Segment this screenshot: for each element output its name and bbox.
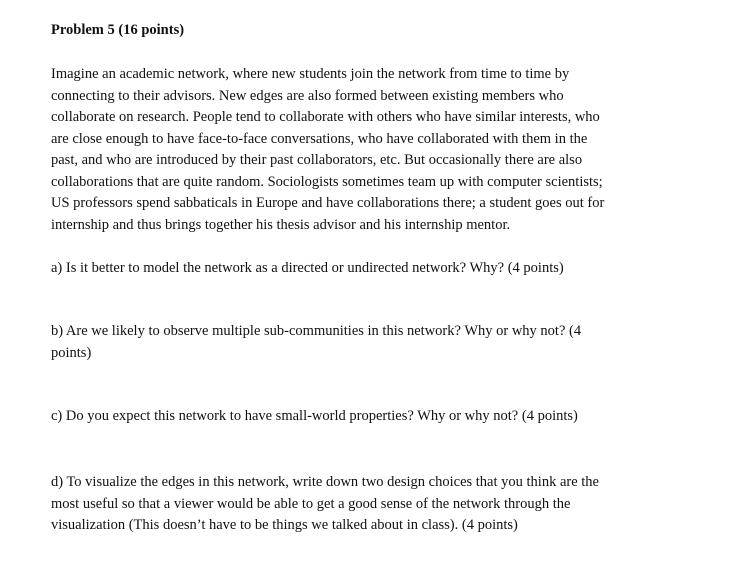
intro-line: connecting to their advisors. New edges are also formed between existing members who (51, 87, 564, 104)
intro-line: are close enough to have face-to-face conversations, who have collaborated with them in the (51, 130, 588, 147)
question-a-line: a) Is it better to model the network as a directed or undirected network? Why? (4 points) (51, 260, 564, 276)
problem-intro-paragraph (51, 64, 711, 236)
intro-line: internship and thus brings together his thesis advisor and his internship mentor. (51, 216, 511, 233)
question-c-line: c) Do you expect this network to have small-world properties? Why or why not? (4 points) (51, 408, 578, 424)
problem-title: Problem 5 (16 points) (51, 22, 185, 38)
question-b-line: b) Are we likely to observe multiple sub-communities in this network? Why or why not? (4 (51, 323, 582, 339)
question-d-line: visualization (This doesn’t have to be things we talked about in class). (4 points) (51, 517, 518, 533)
intro-line: US professors spend sabbaticals in Europe and have collaborations there; a student goes out for (51, 195, 605, 211)
intro-line: Imagine an academic network, where new students join the network from time to time by (51, 66, 570, 82)
question-b-line: points) (51, 344, 92, 361)
question-d (51, 472, 711, 537)
intro-line: collaborations that are quite random. Sociologists sometimes team up with computer scientists; (51, 173, 603, 190)
question-a (51, 258, 711, 280)
question-d-line: d) To visualize the edges in this network, write down two design choices that you think are the (51, 474, 599, 490)
question-c (51, 406, 711, 428)
question-b (51, 321, 711, 364)
intro-line: collaborate on research. People tend to collaborate with others who have similar interests, who (51, 109, 600, 125)
intro-line: past, and who are introduced by their past collaborators, etc. But occasionally there are also (51, 152, 583, 168)
question-d-line: most useful so that a viewer would be able to get a good sense of the network through the (51, 495, 571, 512)
